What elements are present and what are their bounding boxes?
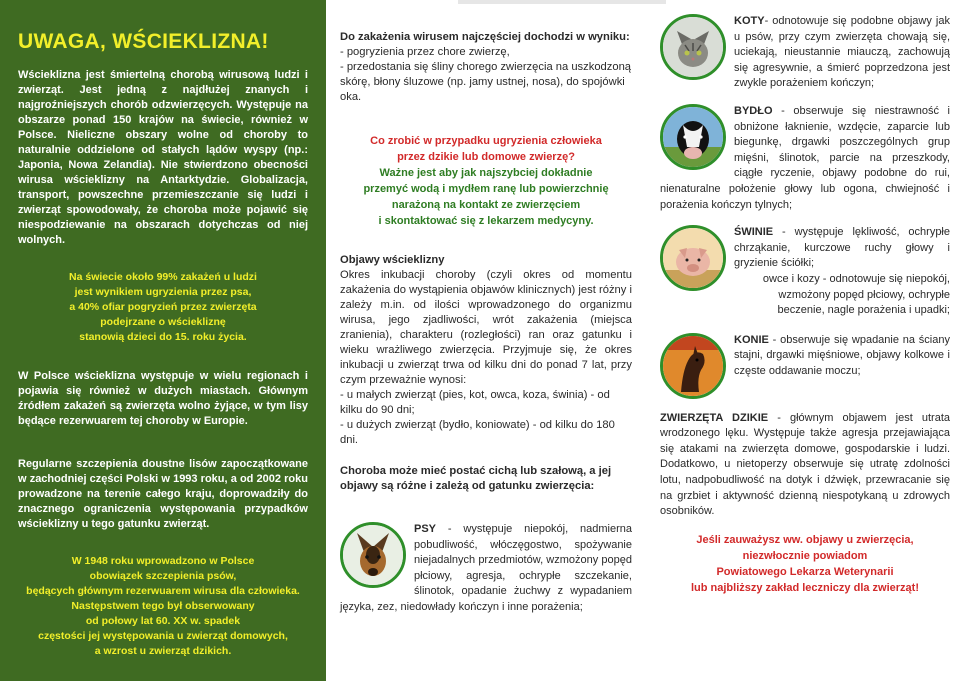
question-line: przez dzikie lub domowe zwierzę?: [397, 151, 575, 163]
history-line: od połowy lat 60. XX w. spadek: [85, 615, 241, 627]
small-animals-line: - u małych zwierząt (pies, kot, owca, koza, świnia) - od kilku do 90 dni;: [340, 389, 610, 416]
stats-line: podejrzane o wściekliznę: [100, 316, 226, 328]
top-edge-bar: [458, 0, 666, 4]
history-line: W 1948 roku wprowadzono w Polsce: [71, 555, 255, 567]
bite-question: [340, 133, 632, 165]
stats-line: stanowią dzieci do 15. roku życia.: [79, 331, 247, 343]
cow-photo-icon: [660, 104, 726, 170]
horse-section: [660, 333, 950, 401]
warning-line: Powiatowego Lekarza Weterynarii: [716, 565, 894, 578]
infection-item: - pogryzienia przez chore zwierzę,: [340, 46, 510, 58]
answer-line: Ważne jest aby jak najszybciej dokładnie: [379, 167, 593, 179]
pig-label: ŚWINIE: [734, 226, 774, 239]
cat-section: [660, 14, 950, 92]
history-highlight: [18, 554, 308, 659]
cattle-label: BYDŁO: [734, 104, 773, 117]
vaccination-paragraph: Regularne szczepienia doustne lisów zapoczątkowane w zachodniej części Polski w 1993 roku, a od 2002 roku prowadzone na terenie całego kraju, doprowadziły do znacznego ograniczenia występowania przypadków wścieklizny u tego gatunku zwierząt.: [18, 458, 308, 530]
answer-line: narażoną na kontakt ze zwierzęciem: [391, 199, 581, 211]
symptoms-heading: Objawy wścieklizny: [340, 254, 445, 266]
warning-line: lub najbliższy zakład leczniczy dla zwierząt!: [690, 581, 919, 594]
cat-photo-icon: [660, 14, 726, 80]
horse-text: - obserwuje się wpadanie na ściany stajni, drgawki mięśniowe, objawy kolkowe i częste oddawanie moczu;: [734, 333, 950, 377]
intro-paragraph: Wścieklizna jest śmiertelną chorobą wirusową ludzi i zwierząt. Jest jedną z najdłużej znanych i najgroźniejszych chorób odzwierzęcych. Występuje na obszarze ponad 150 krajów na świecie, również w Polsce. Nieliczne obszary wolne od choroby to naturalnie oddzielone od stałych lądów wyspy (np.: Japonia, Nowa Zelandia). Nie stwierdzono obecności wirusa wścieklizny na Antarktydzie. Globalizacja, transport, powszechne przemieszczanie się ludzi i zwierząt spowodowały, że choroba może pojawić się niespodziewanie na obszarach dotychczas od niej wolnych.: [18, 69, 308, 246]
bite-answer: [340, 165, 632, 229]
cat-text: - odnotowuje się podobne objawy jak u psów, przy czym zwierzęta chowają się, uciekają, nieustannie miauczą, zachowują się agresywnie, a śmierć poprzedzona jest zwykle porażeniem kończyn;: [734, 15, 950, 90]
stats-highlight: [18, 270, 308, 345]
wild-text: - głównym objawem jest utrata wrodzonego lęku. Występuje także agresja przejawiająca się atakami na zwierzęta domowe, gospodarskie i ludzi. Dodatkowo, u nietoperzy obserwuje się utratę zdolności lotu, nadpobudliwość na dotyk i dźwięk, przewracanie się na grzbiet i aktywność dzienną niespotykaną u zdrowych osobników.: [660, 411, 950, 518]
cattle-section: [660, 104, 950, 213]
dog-label: PSY: [414, 523, 437, 535]
history-line: Następstwem tego był obserwowany: [71, 600, 255, 612]
left-panel: [0, 0, 326, 681]
infection-item: - przedostania się śliny chorego zwierzęcia na uszkodzoną skórę, błony śluzowe (np. jamy ustnej, nosa), do spojówki oka.: [340, 61, 632, 103]
stats-line: Na świecie około 99% zakażeń u ludzi: [69, 271, 257, 283]
large-animals-line: - u dużych zwierząt (bydło, koniowate) - od kilku do 180 dni.: [340, 419, 615, 446]
wild-animals-section: [660, 411, 950, 520]
question-line: Co zrobić w przypadku ugryzienia człowieka: [370, 135, 602, 147]
stats-line: a 40% ofiar pogryzień przez zwierzęta: [69, 301, 257, 313]
forms-paragraph: Choroba może mieć postać cichą lub szałową, a jej objawy są różne i zależą od gatunku zwierzęcia:: [340, 465, 612, 492]
history-line: będących głównym rezerwuarem wirusa dla człowieka.: [26, 585, 300, 597]
page-title: UWAGA, WŚCIEKLIZNA!: [18, 30, 269, 53]
pig-section: [660, 225, 950, 319]
poland-paragraph: W Polsce wścieklizna występuje w wielu regionach i pojawia się również w dużych miastach. Głównym źródłem zakażeń są zwierzęta wolno żyjące, w tym lisy będące rezerwuarem tej choroby w Europie.: [18, 370, 308, 427]
answer-line: i skontaktować się z lekarzem medycyny.: [378, 215, 594, 227]
history-line: częstości jej występowania u zwierząt domowych,: [38, 630, 288, 642]
right-column: [660, 14, 950, 596]
dog-section: [340, 522, 632, 616]
pig-photo-icon: [660, 225, 726, 291]
middle-column: [340, 30, 632, 616]
horse-photo-icon: [660, 333, 726, 399]
dog-photo-icon: [340, 522, 406, 588]
warning-line: Jeśli zauważysz ww. objawy u zwierzęcia,: [696, 533, 914, 546]
symptoms-body: Okres inkubacji choroby (czyli okres od momentu zakażenia do wystąpienia objawów klinicznych) jest różny i zależy m.in. od ilości wprowadzonego do organizmu wirusa, jego zjadliwości, wrót zakażenia (miejsca zranienia), charakteru (rozległości) ran oraz gatunku i wieku wrażliwego zwierzęcia. Przyjmuje się, że okres inkubacji u zwierząt trwa od kilku dni do ponad 7 lat, przy czym przeważnie wynosi:: [340, 269, 632, 386]
history-line: a wzrost u zwierząt dzikich.: [94, 645, 232, 657]
goat-text: owce i kozy - odnotowuje się niepokój, wzmożony popęd płciowy, ochrypłe beczenie, nagle porażenia i upadki;: [762, 272, 950, 317]
cat-label: KOTY: [734, 15, 765, 27]
infection-heading: Do zakażenia wirusem najczęściej dochodzi w wyniku:: [340, 31, 630, 43]
stats-line: jest wynikiem ugryzienia przez psa,: [74, 286, 252, 298]
warning-line: niezwłocznie powiadom: [742, 549, 868, 562]
wild-label: ZWIERZĘTA DZIKIE: [660, 411, 769, 424]
cattle-text: - obserwuje się niestrawność i obniżone łaknienie, wzdęcie, zaparcie lub biegunkę, drgawki poszczególnych grup mięśni, ślinotok, parcie na przeszkody, ciągłe ryczenie, objawy podobne do rui, nienaturalne położenie głowy lub ogona, chwiejność i porażenia kończyn tylnych;: [660, 104, 950, 211]
dog-text: - występuje niepokój, nadmierna pobudliwość, włóczęgostwo, spożywanie niejadalnych przedmiotów, wzmożony popęd płciowy, agresja, ochrypłe szczekanie, ślinotok, opadanie żuchwy z wypadaniem języka, zez, niedowłady kończyn i inne porażenia;: [340, 523, 632, 613]
history-line: obowiązek szczepienia psów,: [89, 570, 237, 582]
warning-box: [660, 532, 950, 596]
horse-label: KONIE: [734, 333, 769, 346]
pig-text: - występuje lękliwość, ochrypłe chrząkanie, kurczowe ruchy głowy i gryzienie ściółki;: [734, 226, 950, 270]
answer-line: przemyć wodą i mydłem ranę lub powierzchnię: [363, 183, 609, 195]
